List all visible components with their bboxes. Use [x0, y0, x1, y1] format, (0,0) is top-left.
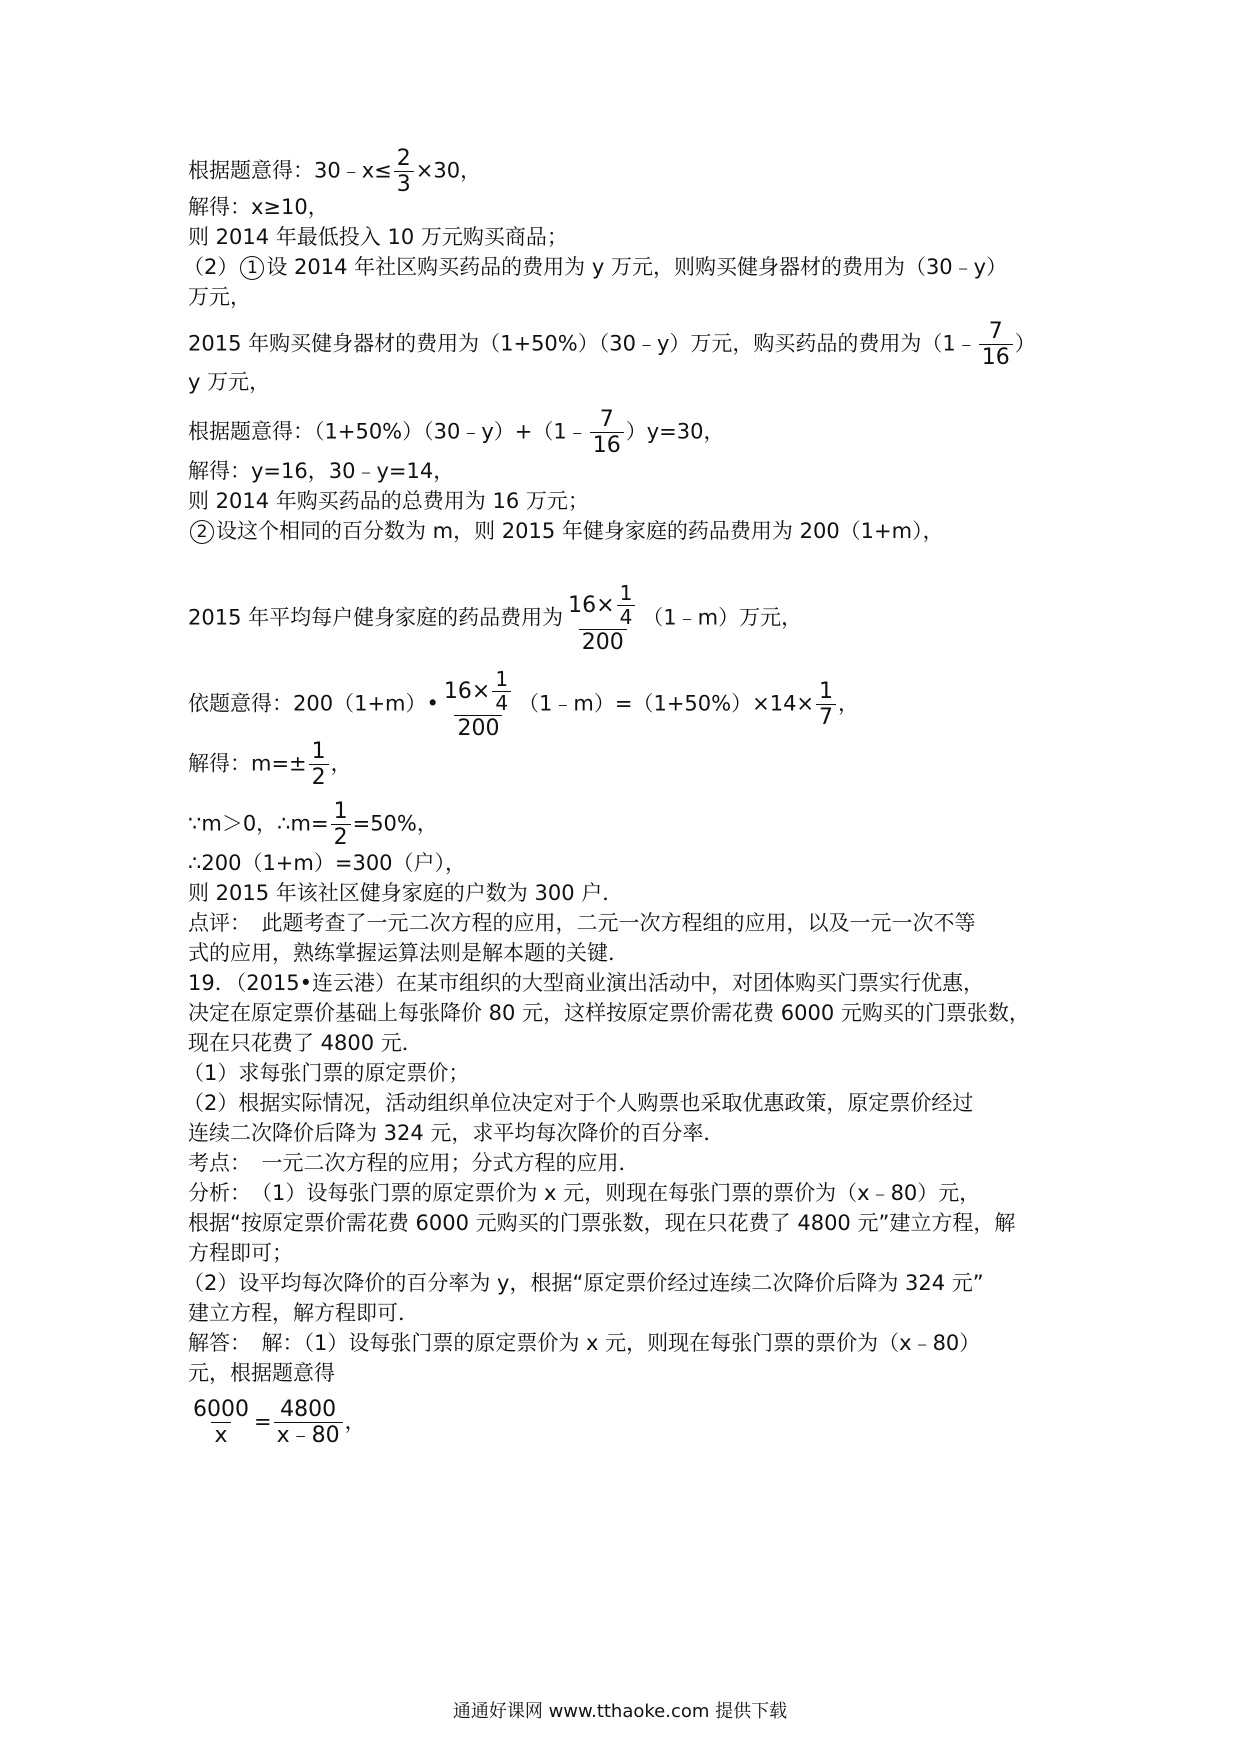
line-31: 建立方程，解方程即可． — [188, 1301, 419, 1325]
line-30: （2）设平均每次降价的百分率为 y，根据“原定票价经过连续二次降价后降为 324 元” — [183, 1271, 984, 1295]
nested-fraction: 16× $\frac{1}{4}$ 200 — [441, 669, 516, 740]
circled-number: 1 — [240, 256, 264, 280]
line-18: 点评： 此题考查了一元二次方程的应用，二元一次方程组的应用，以及一元一次不等 — [188, 911, 976, 935]
fraction: $\frac{1}{4}$ — [617, 583, 636, 628]
line-20: 19．（2015•连云港）在某市组织的大型商业演出活动中，对团体购买门票实行优惠， — [188, 971, 985, 995]
line-15: ∵m＞0，∴m= $\frac{1}{2}$ =50%， — [188, 799, 438, 851]
line-14: 解得：m=± $\frac{1}{2}$ ， — [188, 739, 352, 791]
line-1: 根据题意得：30﹣x≤ $\frac{2}{3}$ ×30， — [188, 146, 482, 198]
fraction: $\frac{4800}{x﹣80}$ — [274, 1398, 343, 1447]
fraction: $\frac{1}{2}$ — [331, 800, 351, 849]
line-17: 则 2015 年该社区健身家庭的户数为 300 户． — [188, 881, 624, 905]
line-9: 解得：y=16，30﹣y=14， — [188, 459, 455, 483]
page-footer: 通通好课网 www.tthaoke.com 提供下载 — [452, 1701, 788, 1722]
line-27: 分析： （1）设每张门票的原定票价为 x 元，则现在每张门票的票价为（x﹣80）元， — [188, 1181, 981, 1205]
line-8: 根据题意得：（1+50%）（30﹣y）+（1﹣ $\frac{7}{16}$ ）y=30， — [188, 407, 725, 459]
fraction: $\frac{1}{2}$ — [309, 740, 329, 789]
nested-fraction: 16× $\frac{1}{4}$ 200 — [565, 583, 640, 654]
line-10: 则 2014 年购买药品的总费用为 16 万元； — [188, 489, 589, 513]
line-23: （1）求每张门票的原定票价； — [183, 1061, 470, 1085]
line-2: 解得：x≥10， — [188, 195, 329, 219]
circled-number: 2 — [190, 520, 214, 544]
line-4: （2） 1 设 2014 年社区购买药品的费用为 y 万元，则购买健身器材的费用为（30﹣y） — [183, 255, 1008, 279]
line-25: 连续二次降价后降为 324 元，求平均每次降价的百分率． — [188, 1121, 725, 1145]
line-24: （2）根据实际情况，活动组织单位决定对于个人购票也采取优惠政策，原定票价经过 — [183, 1091, 974, 1115]
line-3: 则 2014 年最低投入 10 万元购买商品； — [188, 225, 568, 249]
line-26: 考点： 一元二次方程的应用；分式方程的应用． — [188, 1151, 640, 1175]
line-13: 依题意得：200（1+m）• 16× $\frac{1}{4}$ 200 （1﹣m）=（1+50%）×14× $\frac{1}{7}$ ， — [188, 667, 860, 741]
line-29: 方程即可； — [188, 1241, 293, 1265]
line-19: 式的应用，熟练掌握运算法则是解本题的关键． — [188, 941, 629, 965]
fraction: $\frac{7}{16}$ — [590, 408, 624, 457]
fraction: $\frac{6000}{x}$ — [193, 1397, 249, 1449]
fraction: $\frac{1}{7}$ — [816, 680, 836, 729]
line-33: 元，根据题意得 — [188, 1361, 335, 1385]
line-11: 2 设这个相同的百分数为 m，则 2015 年健身家庭的药品费用为 200（1+m）， — [188, 516, 944, 546]
line-7: y 万元， — [188, 370, 271, 394]
line-16: ∴200（1+m）=300（户）， — [188, 851, 467, 875]
line-28: 根据“按原定票价需花费 6000 元购买的门票张数，现在只花费了 4800 元”建立方程，解 — [188, 1211, 1016, 1235]
line-12: 2015 年平均每户健身家庭的药品费用为 16× $\frac{1}{4}$ 200 （1﹣m）万元， — [188, 581, 803, 655]
fraction: $\frac{1}{4}$ — [492, 669, 511, 714]
line-22: 现在只花费了 4800 元． — [188, 1031, 423, 1055]
fraction: $\frac{7}{16}$ — [979, 320, 1013, 369]
line-34: $\frac{6000}{x}$ = $\frac{4800}{x﹣80}$ ， — [188, 1398, 366, 1447]
line-6: 2015 年购买健身器材的费用为（1+50%）（30﹣y）万元，购买药品的费用为（1﹣ $\frac{7}{16}$ ） — [188, 319, 1036, 371]
line-32: 解答： 解：（1）设每张门票的原定票价为 x 元，则现在每张门票的票价为（x﹣80） — [188, 1331, 981, 1355]
fraction: $\frac{2}{3}$ — [394, 147, 414, 196]
line-21: 决定在原定票价基础上每张降价 80 元，这样按原定票价需花费 6000 元购买的门票张数， — [188, 1001, 1030, 1025]
line-5: 万元， — [188, 285, 251, 309]
